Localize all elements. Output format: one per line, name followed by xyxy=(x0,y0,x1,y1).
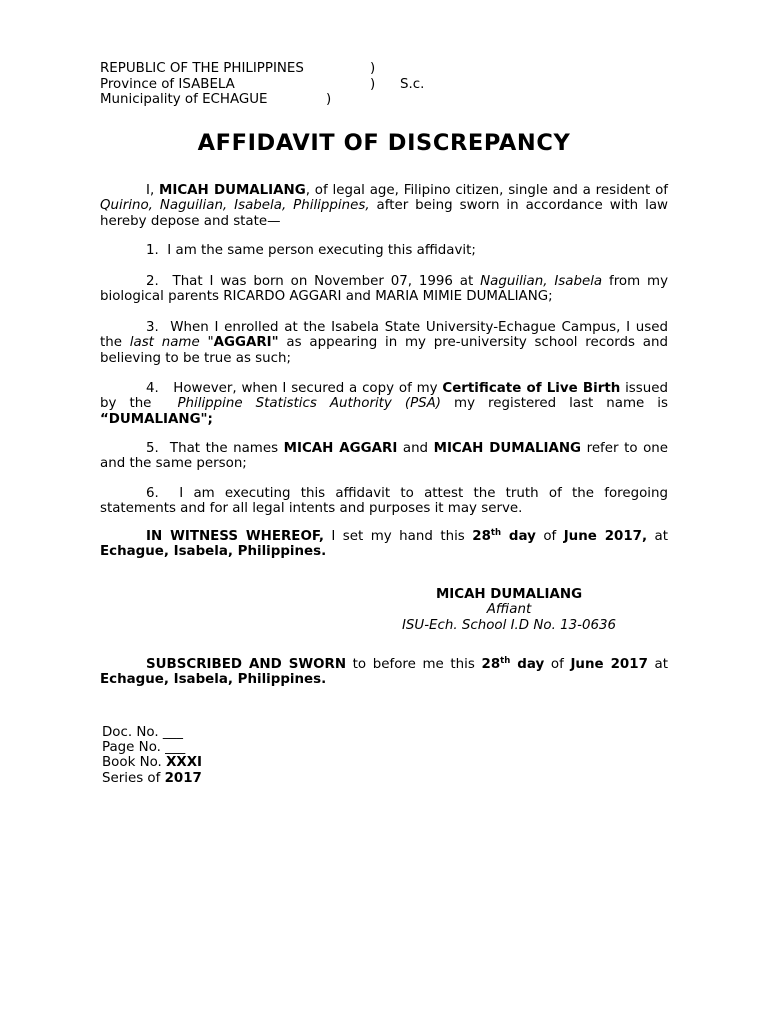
sworn-month: June 2017 xyxy=(570,657,648,672)
item-6 xyxy=(100,486,668,517)
witness-day-word: day xyxy=(501,529,536,544)
document-title: AFFIDAVIT OF DISCREPANCY xyxy=(197,130,571,156)
book-label: Book No. xyxy=(102,755,167,771)
ordinal-suffix: th xyxy=(490,528,502,538)
sworn-place: Echague, Isabela, Philippines. xyxy=(100,672,327,688)
item-1 xyxy=(100,243,668,258)
item-5-pre: That the names xyxy=(169,441,284,456)
series-value: 2017 xyxy=(164,770,202,786)
ordinal-suffix: th xyxy=(500,656,511,666)
item-5-and: and xyxy=(397,441,434,456)
certificate-name: Certificate of Live Birth xyxy=(442,381,621,396)
name-micah-aggari: MICAH AGGARI xyxy=(283,441,398,456)
witness-text: I set my hand this xyxy=(323,529,473,544)
item-number: 5. xyxy=(146,441,159,456)
venue-republic-text: REPUBLIC OF THE PHILIPPINES xyxy=(100,61,304,76)
witness-paragraph xyxy=(100,529,668,560)
venue-province-text: Province of ISABELA xyxy=(100,76,235,92)
item-number: 6. xyxy=(146,486,159,501)
witness-place: Echague, Isabela, Philippines. xyxy=(100,544,327,560)
venue-sc: S.c. xyxy=(400,76,425,92)
item-3-pre: When I enrolled at the Isabela State University-Echague Campus, I used the xyxy=(100,320,668,351)
item-3-post: as appearing in my pre-university school records and believing to be true as such; xyxy=(100,335,669,366)
school-id: ISU-Ech. School I.D No. 13-0636 xyxy=(401,617,617,633)
series-label: Series of xyxy=(102,770,165,786)
item-number: 2. xyxy=(146,274,159,289)
series-year xyxy=(102,771,202,786)
item-1-text: I am the same person executing this affidavit; xyxy=(167,243,476,258)
venue-province xyxy=(100,77,440,93)
item-5 xyxy=(100,441,668,472)
witness-month: June 2017, xyxy=(563,529,648,544)
doc-number: Doc. No. ___ xyxy=(102,725,183,740)
venue-block xyxy=(100,61,440,108)
venue-republic xyxy=(100,61,440,77)
venue-paren: ) xyxy=(326,92,332,108)
sworn-lead: SUBSCRIBED AND SWORN xyxy=(146,657,347,672)
witness-lead: IN WITNESS WHEREOF, xyxy=(146,529,324,544)
item-4-mid: issued by the xyxy=(100,381,668,412)
item-2-pre: That I was born on November 07, 1996 at xyxy=(172,274,481,289)
sworn-day: 28 xyxy=(481,657,501,672)
item-number: 1. xyxy=(146,243,159,258)
item-2-post: from my biological parents RICARDO AGGARI and MARIA MIMIE DUMALIANG; xyxy=(100,274,668,305)
sworn-of: of xyxy=(544,657,571,672)
sworn-text: to before me this xyxy=(346,657,482,672)
witness-day: 28 xyxy=(472,529,491,544)
venue-paren: ) xyxy=(370,76,376,92)
open-quote: " xyxy=(199,335,214,351)
name-aggari: AGGARI" xyxy=(213,335,279,351)
item-4-post: my registered last name is xyxy=(441,396,668,412)
item-number: 4. xyxy=(146,381,159,396)
item-3 xyxy=(100,320,668,366)
venue-paren: ) xyxy=(370,61,376,76)
sworn-day-word: day xyxy=(510,657,545,672)
intro-pre: I, xyxy=(146,183,160,198)
name-dumaliang: “DUMALIANG"; xyxy=(100,411,213,427)
item-6-text: I am executing this affidavit to attest the truth of the foregoing statements and for all legal intents and purposes it may serve. xyxy=(100,486,669,517)
sworn-paragraph xyxy=(100,657,668,688)
last-name-term: last name xyxy=(129,335,200,351)
signatory-name: MICAH DUMALIANG xyxy=(435,587,583,602)
birth-place: Naguilian, Isabela xyxy=(480,274,603,289)
item-number: 3. xyxy=(146,320,159,335)
affiant-name: MICAH DUMALIANG xyxy=(159,183,306,198)
venue-municipality xyxy=(100,92,440,108)
notary-block xyxy=(102,725,202,786)
item-4-pre: However, when I secured a copy of my xyxy=(173,381,443,396)
name-micah-dumaliang: MICAH DUMALIANG xyxy=(433,441,582,456)
intro-post: after being sworn in accordance with law hereby depose and state— xyxy=(100,198,668,229)
witness-of: of xyxy=(535,529,564,544)
intro-mid: , of legal age, Filipino citizen, single and a resident of xyxy=(305,183,669,198)
item-5-post: refer to one and the same person; xyxy=(100,441,668,472)
item-2 xyxy=(100,274,668,305)
venue-municipality-text: Municipality of ECHAGUE xyxy=(100,92,268,108)
item-4 xyxy=(100,381,668,427)
signatory-role: Affiant xyxy=(486,602,532,618)
residence-place: Quirino, Naguilian, Isabela, Philippines, xyxy=(100,198,370,214)
page-number: Page No. ___ xyxy=(102,740,186,756)
signature-block xyxy=(380,587,638,633)
sworn-at: at xyxy=(647,657,668,672)
book-value: XXXI xyxy=(166,755,203,771)
psa-agency: Philippine Statistics Authority (PSA) xyxy=(177,396,442,412)
intro-paragraph xyxy=(100,183,668,229)
witness-at: at xyxy=(647,529,669,544)
book-number xyxy=(102,755,202,770)
